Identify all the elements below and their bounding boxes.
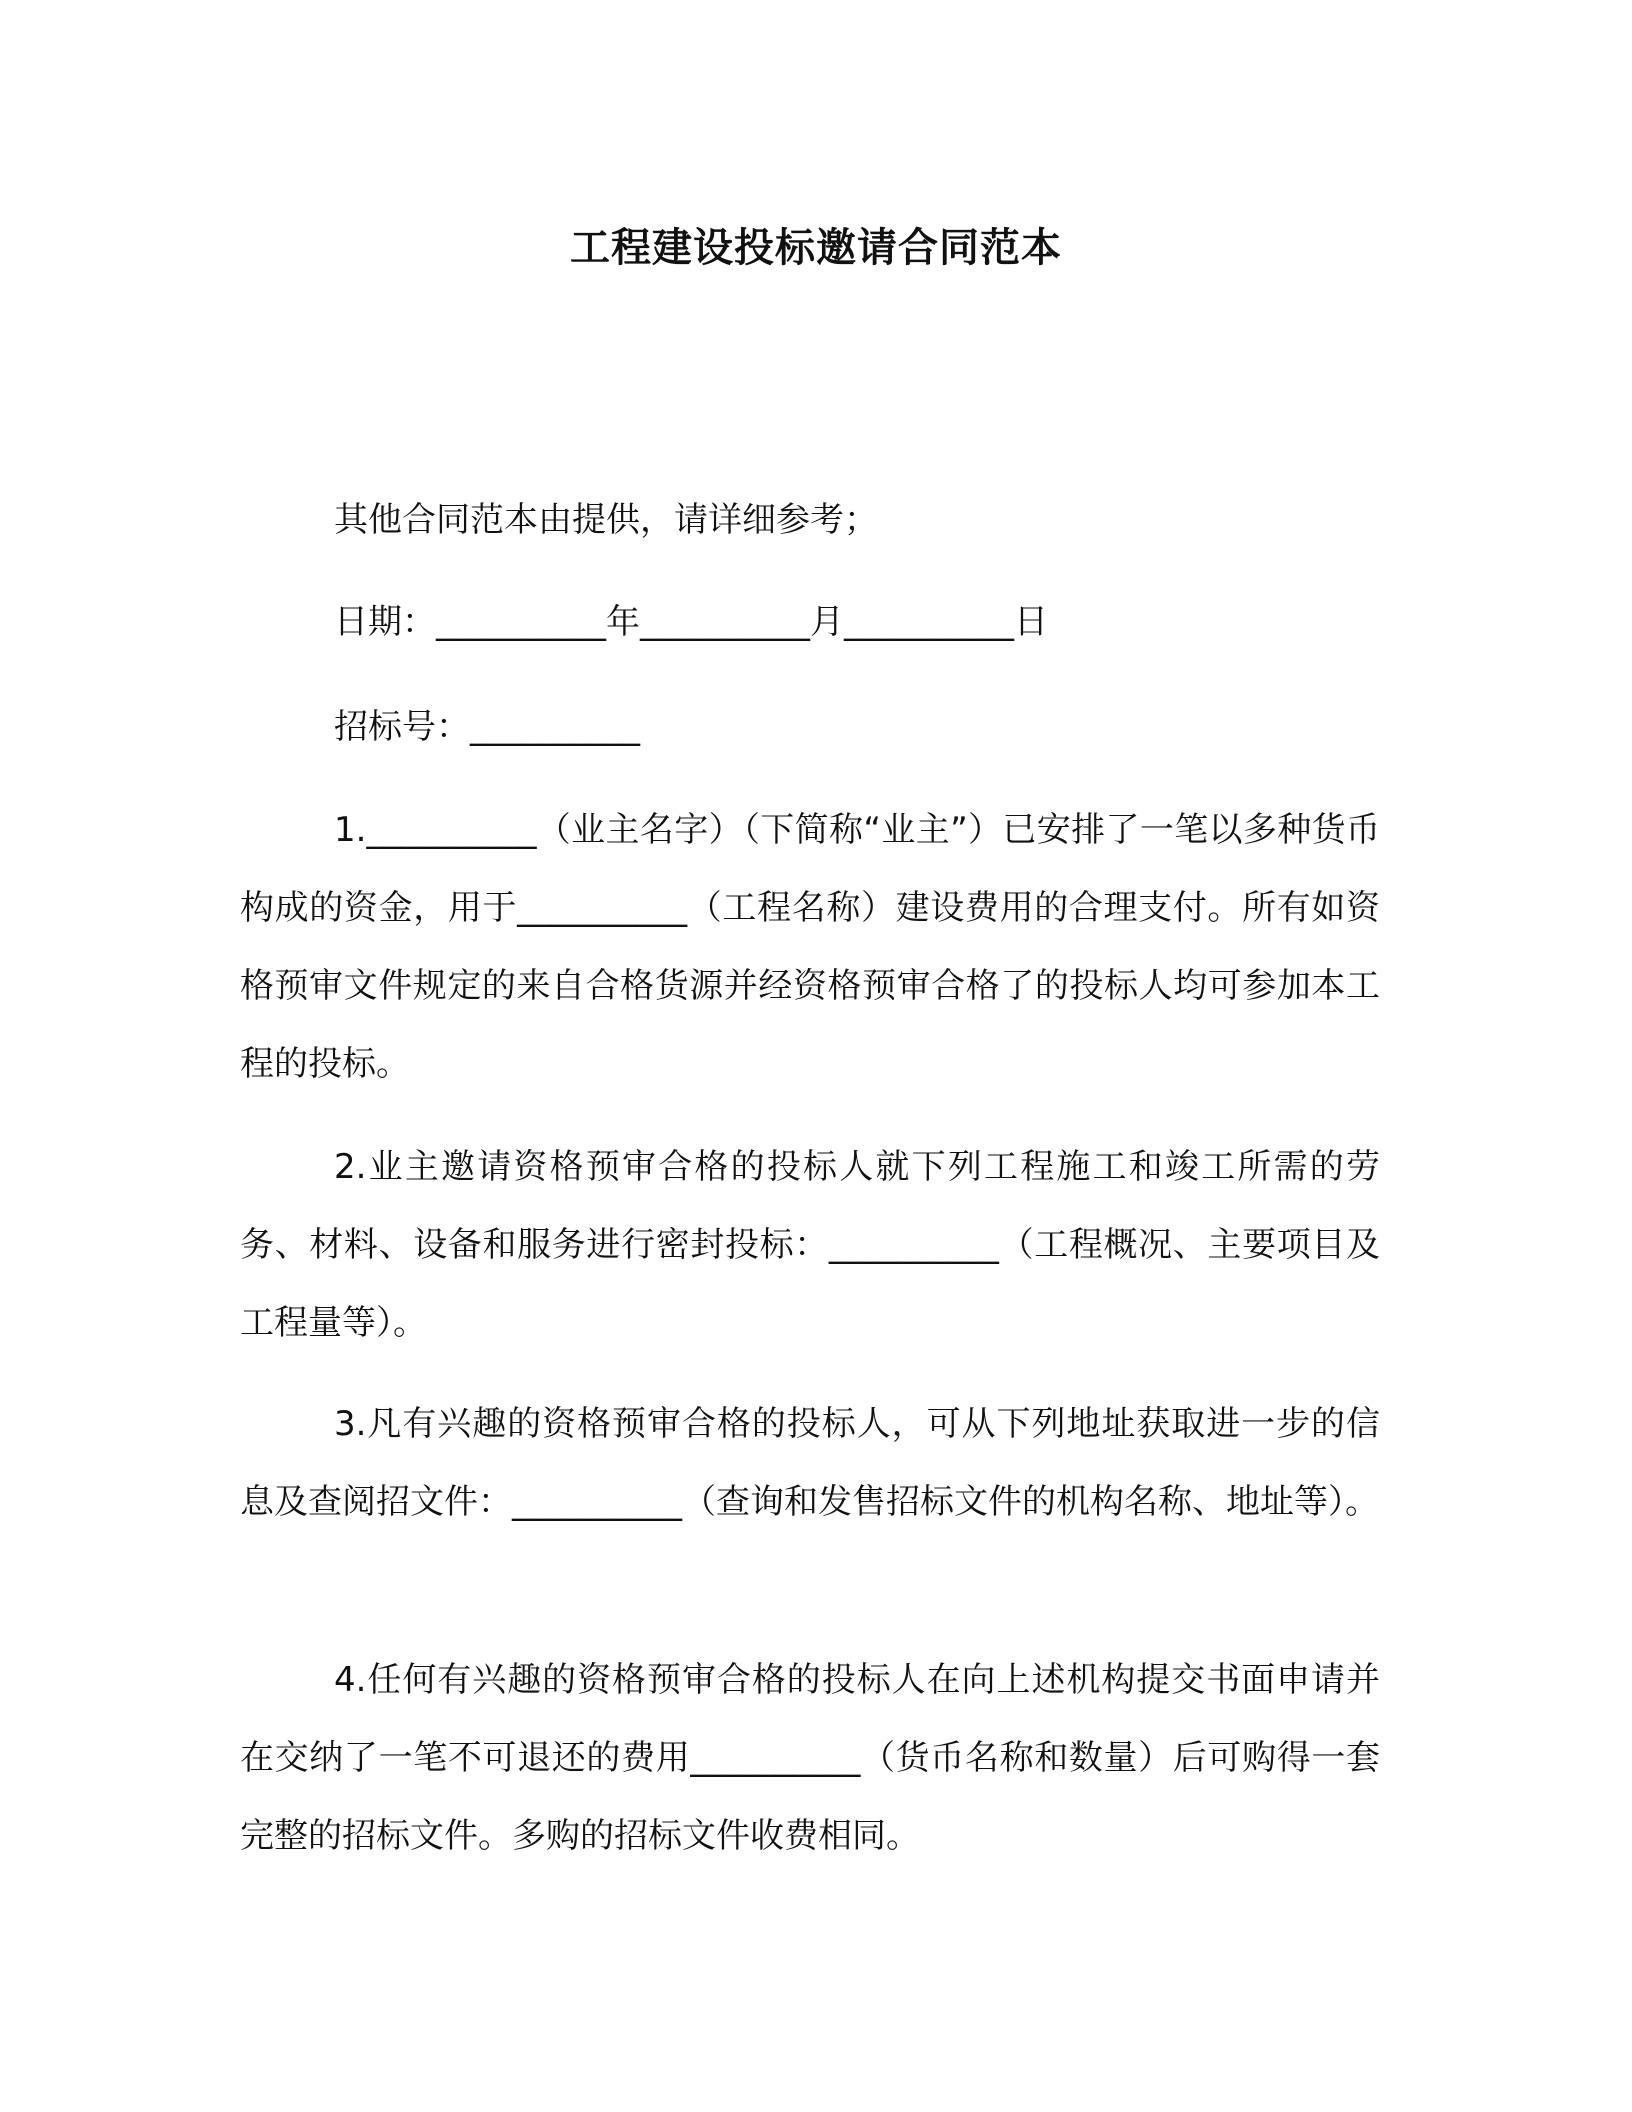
- date-line: 日期：__________年__________月__________日: [334, 602, 1048, 642]
- intro-line: 其他合同范本由提供，请详细参考；: [334, 500, 878, 540]
- paragraph-3: 3.凡有兴趣的资格预审合格的投标人，可从下列地址获取进一步的信息及查阅招文件：__________（查询和发售招标文件的机构名称、地址等）。: [240, 1404, 1380, 1522]
- document-title: 工程建设投标邀请合同范本: [570, 225, 1062, 271]
- paragraph-1: 1.__________（业主名字）（下简称“业主”）已安排了一笔以多种货币构成的资金，用于__________（工程名称）建设费用的合理支付。所有如资格预审文件规定的来自合格货源并经资格预审合格了的投标人均可参加本工程的投标。: [240, 810, 1380, 1084]
- paragraph-4: 4.任何有兴趣的资格预审合格的投标人在向上述机构提交书面申请并在交纳了一笔不可退还的费用__________（货币名称和数量）后可购得一套完整的招标文件。多购的招标文件收费相同。: [240, 1660, 1380, 1856]
- paragraph-2: 2.业主邀请资格预审合格的投标人就下列工程施工和竣工所需的劳务、材料、设备和服务进行密封投标：__________（工程概况、主要项目及工程量等）。: [240, 1147, 1380, 1343]
- bid-number-line: 招标号：__________: [334, 707, 640, 747]
